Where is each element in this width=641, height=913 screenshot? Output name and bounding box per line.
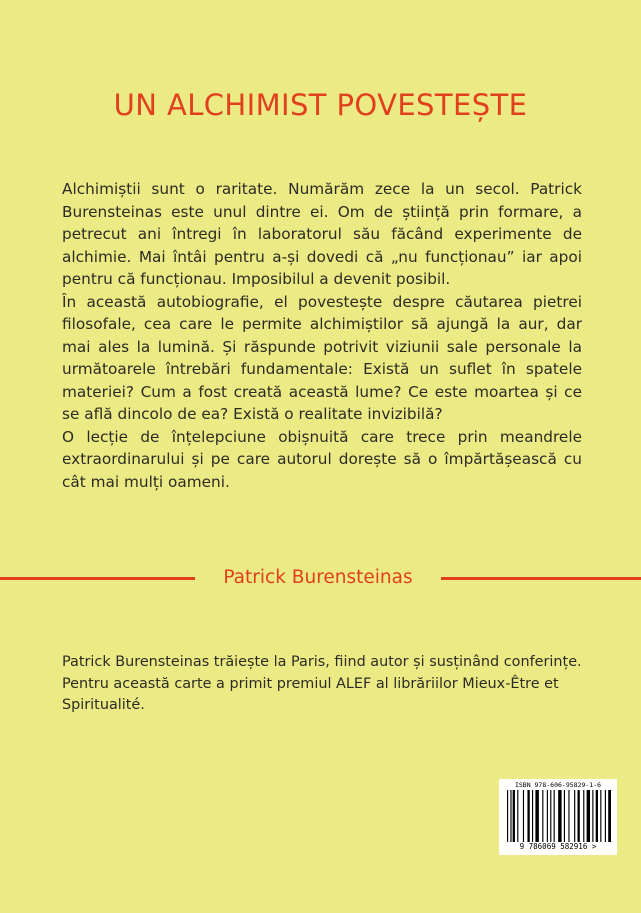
divider-line-right bbox=[441, 577, 641, 580]
author-name: Patrick Burensteinas bbox=[223, 567, 413, 588]
isbn-label: ISBN 978-606-95829-1-6 bbox=[514, 781, 602, 789]
divider-line-left bbox=[0, 577, 195, 580]
blurb-paragraph: O lecție de înțelepciune obișnuită care trece prin meandrele extraordinarului și pe care autorul dorește să o împărtășească cu cât mai mulți oameni. bbox=[62, 427, 582, 491]
author-bio: Patrick Burensteinas trăiește la Paris, fiind autor și susținând conferințe. Pentru această carte a primit premiul ALEF al librăriilor Mieux-Être et Spiritualité. bbox=[62, 654, 582, 713]
author-divider bbox=[0, 566, 641, 590]
blurb-text bbox=[62, 178, 582, 493]
isbn-barcode bbox=[499, 779, 617, 855]
ean-digits: 9 786069 582916 > bbox=[519, 842, 597, 851]
book-title: UN ALCHIMIST POVESTEȘTE bbox=[113, 88, 528, 122]
blurb-paragraph: În această autobiografie, el povestește despre căutarea pietrei filosofale, cea care le permite alchimiștilor să ajungă la aur, dar mai ales la lumină. Și răspunde potrivit viziunii sale personale la următoarele întrebări fundamentale: Există un suflet în spatele materiei? Cum a fost creată această lume? Ce este moartea și ce se află dincolo de ea? Există o realitate invizibilă? bbox=[62, 292, 582, 423]
barcode-bars bbox=[505, 790, 611, 842]
blurb-paragraph: Alchimiștii sunt o raritate. Numărăm zece la un secol. Patrick Burensteinas este unul dintre ei. Om de știință prin formare, a petrecut ani întregi în laboratorul său făcând experimente de alchimie. Mai întâi pentru a-și dovedi că „nu funcționau” iar apoi pentru că funcționau. Imposibilul a devenit posibil. bbox=[62, 180, 582, 288]
